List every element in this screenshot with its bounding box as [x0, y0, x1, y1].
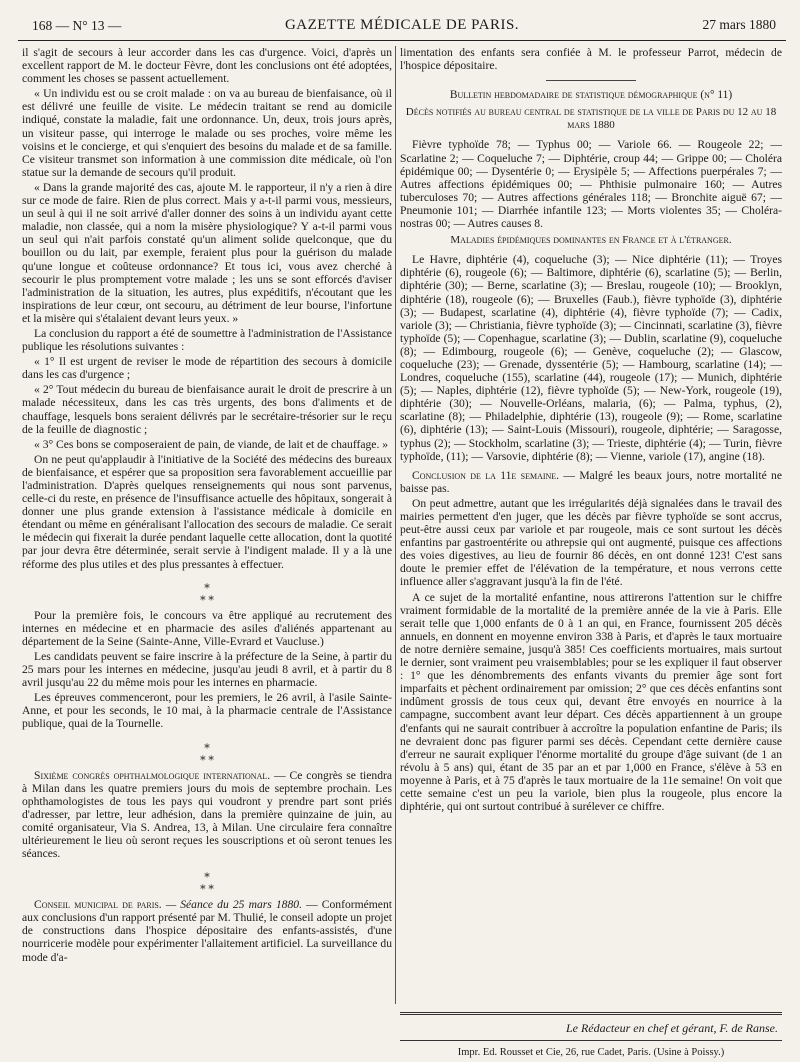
congres-title: Sixième congrès ophthalmologique international.	[34, 768, 271, 782]
paragraph: La conclusion du rapport a été de soumettre à l'administration de l'Assistance publique les résolutions suivantes :	[22, 326, 393, 354]
paragraph: « Un individu est ou se croit malade : on va au bureau de bienfaisance, où il est délivré une feuille de visite. Le médecin traitant se rend au domicile indiqué, constate la maladie, fait une ordonnance. Un, deux, trois jours après, un visiteur passe, qui interroge le malade ou ses proches, voire même les voisins et le concierge, et qui s'enquiert des besoins du malade et de sa famille. Ce visiteur transmet son information à une commission dite médicale, où l'on statue sur la demande de secours qu'il produit.	[22, 87, 392, 179]
footer-rule	[400, 1040, 782, 1041]
short-rule	[546, 80, 636, 81]
paragraph: A ce sujet de la mortalité enfantine, nous attirerons l'attention sur le chiffre vraiment formidable de la mortalité de la première année de la vie à Paris. Elle serait telle que 1,000 enfants de 0 à 1 an qui, en France, fournissent 205 décès annuels, en donnent en moyenne environ 338 à Paris, et d'après le taux mortuaire de notre dernière semaine, jusqu'à 385! Ces coefficients mortuaires, mais surtout le dernier, sont vraiment peu vraisemblables; pour se les expliquer il faut observer : 1° que les dénombrements des enfants vivants du premier âge sont fort imparfaits et pèchent ordinairement par omission; 2° que ces décès enfantins sont indûment grossis de tous ceux qui, devant être envoyés en nourrice à la campagne, succombent avant leur départ. Ces décès appartiennent à un groupe d'enfants qui ne saurait contribuer à accroître la population enfantine de Paris; ils ne devraient donc pas figurer parmi ses décès. Cependant cette dernière cause d'erreur ne saurait expliquer l'énorme mortalité du groupe d'âge suivant (de 1 an révolu à 5 ans) qui, étant de 35 par an et par 1,000 en France, s'élève à 53 en moyenne à Paris, et à 75 d'après le taux mortuaire de la 11e semaine! On voit que cette semaine c'est un peu la variole, bien plus la rougeole, plus encore la diphtérie, qui ont surtout contribué à surélever ce chiffre.	[400, 590, 782, 814]
page-header	[22, 14, 782, 38]
footer-block	[400, 1004, 782, 1058]
conseil-title: Conseil municipal de paris.	[34, 898, 162, 912]
page-number: 168 — N° 13 —	[32, 18, 122, 33]
double-rule	[400, 1012, 782, 1015]
conseil-text: — Conformément aux conclusions d'un rapport présenté par M. Thulié, le conseil adopte un projet de constructions dans l'hospice dépositaire des enfants-assistés, d'une nourricerie modèle pour expérimenter l'allaitement artificiel. La surveillance du mode d'a-	[22, 898, 392, 964]
header-rule	[18, 40, 786, 41]
deces-list: Fièvre typhoïde 78; — Typhus 00; — Variole 66. — Rougeole 22; — Scarlatine 2; — Coqueluche 7; — Diphtérie, croup 44; — Grippe 00; — Choléra épidémique 00; — Dysentérie 0; — Erysipèle 5; — Affections puerpérales 7; — Autres affections épidémiques 00; — Phthisie pulmonaire 160; — Autres tuberculoses 70; — Autres affections générales 118; — Bronchite aiguë 67; — Pneumonie 101; — Diarrhée infantile 123; — Morts violentes 35; — Choléra-nostras 00; — Autres causes 8.	[400, 138, 782, 231]
bulletin-title: Bulletin hebdomadaire de statistique démographique (n° 11)	[449, 89, 733, 102]
paragraph: limentation des enfants sera confiée à M. le professeur Parrot, médecin de l'hospice dépositaire.	[400, 46, 782, 73]
issue-date: 27 mars 1880	[702, 17, 776, 32]
paragraph: Pour la première fois, le concours va être appliqué au recrutement des internes en médecine et en pharmacie des asiles d'aliénés appartenant au département de la Seine (Sainte-Anne, Ville-Evrard et Vaucluse.)	[22, 608, 392, 648]
bulletin-subtitle: Décès notifiés au bureau central de statistique de la ville de Paris du 12 au 18 mars 1880	[405, 106, 777, 132]
paragraph: « Dans la grande majorité des cas, ajoute M. le rapporteur, il n'y a rien à dire sur ce mode de faire. Rien de plus correct. Mais y a-t-il parmi vous, messieurs, un seul à qui il ne soit arrivé d'aller donner des soins à un individu ayant cette maladie, non classée, qui a nom la misère physiologique? Y a-t-il parmi vous un seul qui n'ait parfois constaté qu'un aliment solide quelconque, que du bouillon ou du lait, par exemple, feraient plus pour la guérison du malade qu'une longue et coûteuse ordonnance? Et tous ici, vous avez cherché à secourir le plus promptement votre malade ; les uns se sont efforcés d'aviser l'administration de la situation, les autres, plus expéditifs, n'écoutant que les inspirations de leur cœur, ont secouru, au détriment de leur bourse, l'infortune et la misère qui s'étalaient devant leurs yeux. »	[22, 180, 392, 325]
imprint: Impr. Ed. Rousset et Cie, 26, rue Cadet, Paris. (Usine à Poissy.)	[457, 1047, 725, 1058]
paragraph: Les épreuves commenceront, pour les premiers, le 26 avril, à l'asile Sainte-Anne, et pour les seconds, le 10 mai, à la pharmacie centrale de l'Assistance publique, quai de la Tournelle.	[22, 691, 392, 731]
paragraph: « 1° Il est urgent de reviser le mode de répartition des secours à domicile dans les cas d'urgence ;	[22, 355, 392, 382]
congres-paragraph	[22, 769, 392, 861]
section-separator: ⁎ ⁎ ⁎	[200, 578, 214, 603]
paragraph: Les candidats peuvent se faire inscrire à la préfecture de la Seine, à partir du 25 mars pour les internes en médecine, jusqu'au jeudi 8 avril, et à partir du 8 avril jusqu'au 22 du même mois pour les internes en pharmacie.	[22, 649, 392, 690]
signature: Le Rédacteur en chef et gérant, F. de Ranse.	[565, 1021, 778, 1035]
section-separator: ⁎ ⁎ ⁎	[200, 868, 214, 893]
conseil-paragraph	[22, 898, 392, 963]
paragraph: « 2° Tout médecin du bureau de bienfaisance aurait le droit de prescrire à un malade nécessiteux, dans les cas très urgents, des bons d'aliments et de chauffage, lesquels bons seraient délivrés par le secrétaire-trésorier sur le reçu de la feuille de diagnostic ;	[22, 383, 392, 436]
paragraph: il s'agit de secours à leur accorder dans les cas d'urgence. Voici, d'après un excellent rapport de M. le docteur Fèvre, dont les conclusions ont été adoptées, comment les choses se passent actuellement.	[22, 46, 392, 86]
column-divider	[395, 46, 396, 1004]
maladies-list: Le Havre, diphtérie (4), coqueluche (3); — Nice diphtérie (11); — Troyes diphtérie (6), rougeole (6); — Baltimore, diphtérie (6), scarlatine (5); — Berlin, diphtérie (30); — Berne, scarlatine (3); — Breslau, rougeole (10); — Brooklyn, diphtérie (18), rougeole (6); — Bruxelles (Faub.), fièvre typhoïde (3), diphtérie (3); — Budapest, scarlatine (4), diphtérie (4), fièvre typhoïde (7); — Cadix, variole (3); — Christiania, fièvre typhoïde (3); — Cincinnati, scarlatine (3), fièvre typhoïde (5); — Copenhague, scarlatine (3); — Dublin, scarlatine (9), coqueluche (8); — Edimbourg, rougeole (6); — Genève, coqueluche (2); — Glascow, coqueluche (23); — Grenade, dyssentérie (5); — Hambourg, scarlatine (14); — Londres, coqueluche (155), scarlatine (44), rougeole (17); — Munich, diphtérie (5); — Naples, diphtérie (12), fièvre typhoïde (5); — New-York, rougeole (19), diphtérie (30); — Nouvelle-Orléans, malaria, (6); — Palma, typhus, (2), scarlatine (8); — Philadelphie, diphtérie (13), rougeole (9); — Rome, scarlatine (6), diphtérie (13); — Saint-Louis (Missouri), rougeole, diphtérie; — Saragosse, typhus (2); — Stockholm, scarlatine (3); — Trieste, diphtérie (4); — Turin, fièvre typhoïde, (11); — Varsovie, diphtérie (8); — Vienne, variole (17), angine (18).	[400, 253, 782, 463]
conclusion-lead: — Malgré les beaux jours, notre mortalité ne baisse pas.	[400, 468, 782, 495]
left-column	[22, 46, 392, 966]
paragraph: On ne peut qu'applaudir à l'initiative de la Société des médecins des bureaux de bienfaisance, et espérer que sa proposition sera favorablement accueillie par l'administration. D'après quelques renseignements qui nous sont parvenus, celle-ci du reste, en présence de l'insuffisance actuelle des hôpitaux, songerait à donner une plus grande extension à l'assistance médicale à domicile en étendant ou même en généralisant l'allocation des secours de maladie. Ce serait le médecin qui fixerait la durée pendant laquelle cette allocation, dont la quotité par jour devra être déterminée, serait servie à l'indigent malade. Il y a là une réforme des plus utiles et des plus pressantes à effectuer.	[22, 452, 392, 571]
congres-text: — Ce congrès se tiendra à Milan dans les quatre premiers jours du mois de septembre prochain. Les ophthamologistes de tous les pays qui voudront y prendre part sont priés d'adresser, par lettre, leur adhésion, dans la première quinzaine de juin, au comité organisateur, Via S. Andrea, 13, à Milan. Une circulaire fera connaître ultérieurement le lieu où seront reçues les souscriptions et où seront tenues les séances.	[22, 768, 393, 861]
maladies-title: Maladies épidémiques dominantes en France et à l'étranger.	[450, 234, 732, 247]
conclusion-title: Conclusion de la 11e semaine.	[412, 468, 560, 482]
columns	[22, 46, 782, 1058]
right-column	[400, 46, 782, 815]
conseil-seance: — Séance du 25 mars 1880.	[165, 898, 302, 912]
journal-title: GAZETTE MÉDICALE DE PARIS.	[284, 17, 520, 33]
paragraph: « 3° Ces bons se composeraient de pain, de viande, de lait et de chauffage. »	[34, 437, 389, 451]
section-separator: ⁎ ⁎ ⁎	[200, 738, 214, 763]
paragraph: On peut admettre, autant que les irrégularités déjà signalées dans le travail des mairies permettent d'en juger, que les décès par fièvre typhoïde se sont accrus, peut-être aussi ceux par variole et par rougeole, mais ce sont surtout les décès enfantins par gastroentérite ou athrepsie qui ont augmenté, puisque ces affections des voies digestives, au lieu de fournir 86 décès, en ont donné 123! C'est sans doute le premier effet de l'élévation de la température, et nous verrons cette influence aller s'aggravant jusqu'à la fin de l'été.	[400, 496, 782, 589]
conclusion-heading	[400, 469, 782, 495]
